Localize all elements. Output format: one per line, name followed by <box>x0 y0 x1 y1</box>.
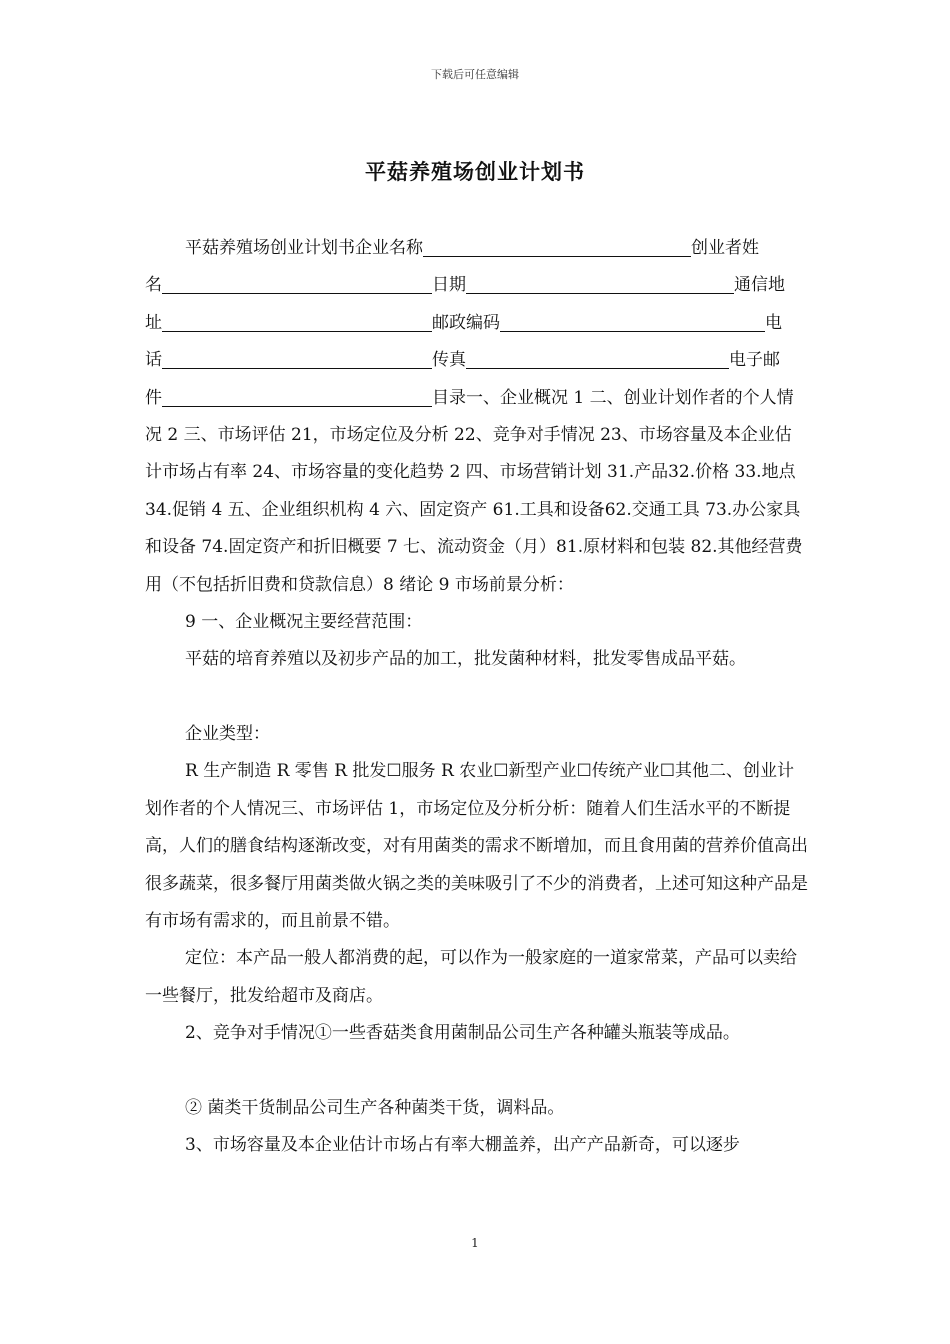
phone-label-part2: 话 <box>145 350 162 371</box>
page-number: 1 <box>471 1236 479 1250</box>
phone-blank <box>162 348 432 369</box>
email-label-part1: 电子邮 <box>729 350 780 371</box>
paragraph-competitors: 2、竞争对手情况①一些香菇类食用菌制品公司生产各种罐头瓶装等成品。 <box>185 1023 740 1044</box>
address-label-part1: 通信地 <box>734 275 785 296</box>
table-of-contents: 目录一、企业概况 1 二、创业计划作者的个人情况 2 三、市场评估 21，市场定位及分析 22、竞争对手情况 23、市场容量及本企业估计市场占有率 24、市场容量的变化趋势 2 四、市场营销计划 31.产品32.价格 33.地点 34.促销 4 五、企业组织机构 4 六、固定资产 61.工具和设备62.交通工具 73.办公家具和设备 74.固定资产和折旧概要 7 七、流动资金（月）81.原材料和包装 82.其他经营费用（不包括折旧费和贷款信息）8 绪论 9 市场前景分析： <box>145 387 803 595</box>
paragraph-overview-heading: 9 一、企业概况主要经营范围： <box>185 612 423 633</box>
founder-name-label-part1: 创业者姓 <box>691 238 759 258</box>
address-blank <box>162 311 432 332</box>
header-note: 下载后可任意编辑 <box>431 68 519 81</box>
postcode-label: 邮政编码 <box>432 312 500 333</box>
postcode-blank <box>500 311 765 332</box>
paragraph-company-type: R 生产制造 R 零售 R 批发☐服务 R 农业☐新型产业☐传统产业☐其他二、创业计划作者的个人情况三、市场评估 1，市场定位及分析分析：随着人们生活水平的不断提高，人们的膳食结构逐渐改变，对有用菌类的需求不断增加，而且食用菌的营养价值高出很多蔬菜，很多餐厅用菌类做火锅之类的美味吸引了不少的消费者，上述可知这种产品是有市场有需求的，而且前景不错。 <box>145 761 808 931</box>
paragraph-dried-goods: ② 菌类干货制品公司生产各种菌类干货，调料品。 <box>185 1097 565 1118</box>
email-blank <box>162 386 432 407</box>
paragraph-company-type-heading: 企业类型： <box>185 723 270 744</box>
fax-label: 传真 <box>432 350 466 371</box>
paragraph-gap <box>145 679 808 716</box>
paragraph-positioning: 定位：本产品一般人都消费的起，可以作为一般家庭的一道家常菜，产品可以卖给一些餐厅，批发给超市及商店。 <box>145 948 797 1006</box>
paragraph-gap <box>145 1053 808 1090</box>
paragraph-business-scope: 平菇的培育养殖以及初步产品的加工，批发菌种材料，批发零售成品平菇。 <box>185 649 746 670</box>
fax-blank <box>466 348 729 369</box>
document-title: 平菇养殖场创业计划书 <box>365 159 585 184</box>
company-name-blank <box>423 236 691 257</box>
email-label-part2: 件 <box>145 387 162 408</box>
address-label-part2: 址 <box>145 312 162 333</box>
date-label: 日期 <box>432 275 466 296</box>
founder-name-label-part2: 名 <box>145 275 162 296</box>
phone-label-part1: 电 <box>765 312 782 333</box>
form-paragraph <box>145 230 808 604</box>
date-blank <box>466 273 734 294</box>
document-body <box>145 230 808 1164</box>
founder-name-blank <box>162 273 432 294</box>
company-name-label: 平菇养殖场创业计划书企业名称 <box>185 238 423 258</box>
paragraph-market-capacity: 3、市场容量及本企业估计市场占有率大棚盖养，出产产品新奇，可以逐步 <box>185 1134 740 1155</box>
